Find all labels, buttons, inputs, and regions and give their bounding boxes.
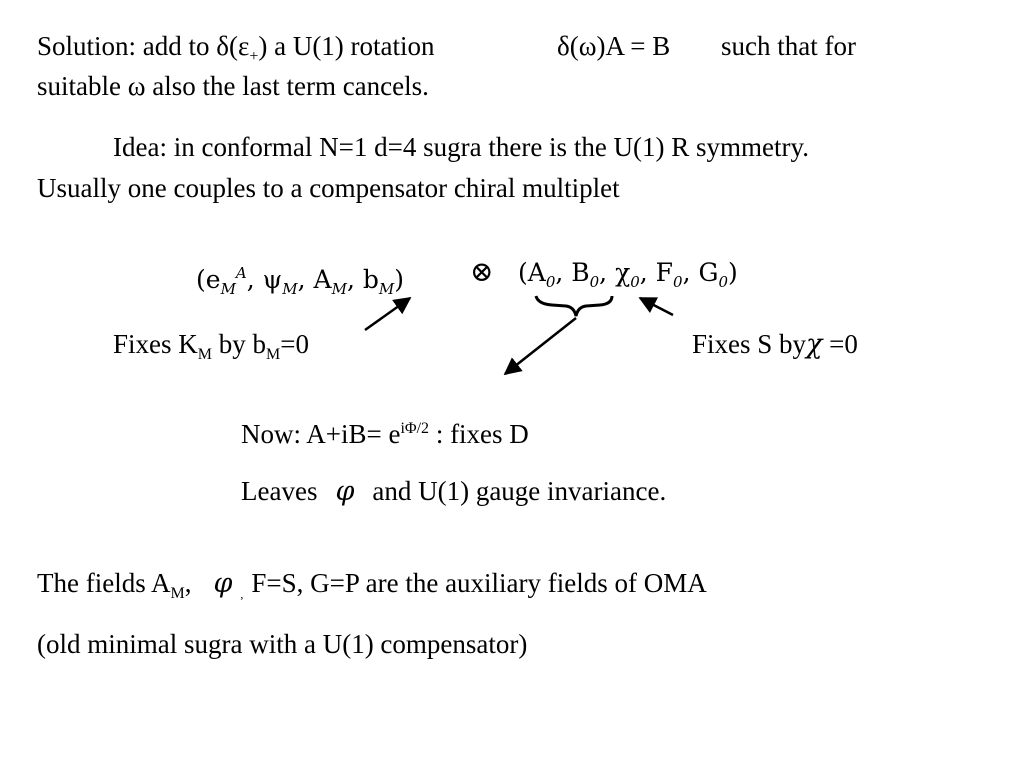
chiral-f: , F [639, 258, 674, 287]
solution-text-line2: suitable ω also the last term cancels. [37, 71, 429, 101]
chiral-a-sub: 0 [545, 273, 556, 291]
closing-line [37, 628, 527, 660]
chiral-a: (A [518, 258, 546, 287]
fixes-k-text: Fixes K [113, 329, 198, 359]
fields-a-sub: M [170, 585, 185, 602]
weyl-e-sup: A [235, 264, 247, 282]
leaves-phi: φ [335, 476, 355, 507]
solution-text-b: ) a U(1) rotation [258, 31, 435, 61]
now-line [241, 413, 529, 450]
fixes-k-b-sub: M [266, 346, 281, 363]
solution-text-c: such that for [721, 31, 856, 61]
now-fixes-d: : fixes D [429, 419, 529, 449]
weyl-b-sub: M [378, 280, 395, 298]
idea-text: Idea: in conformal N=1 d=4 sugra there is the U(1) R symmetry. [113, 132, 810, 162]
weyl-psi: , ψ [246, 265, 283, 294]
arrow-from-brace [505, 318, 576, 374]
weyl-close: ) [394, 265, 404, 294]
weyl-e-sub: M [220, 280, 236, 298]
weyl-a-sub: M [331, 280, 347, 298]
rotation-formula-text: δ(ω)A = B [557, 31, 671, 61]
weyl-psi-sub: M [282, 280, 298, 298]
chiral-g-sub: 0 [718, 273, 728, 291]
fields-phi: φ [213, 568, 233, 599]
compensator-text: Usually one couples to a compensator chiral multiplet [37, 173, 620, 203]
weyl-b: , b [346, 265, 379, 294]
arrow-to-bm [365, 298, 410, 330]
leaves-line [241, 475, 666, 508]
solution-text-a: Solution: add to δ(ε [37, 31, 250, 61]
fixes-s-text: Fixes S by [692, 329, 807, 359]
fields-line [37, 567, 707, 610]
otimes-icon: ⊗ [470, 255, 494, 288]
chiral-b-sub: 0 [589, 273, 600, 291]
fixes-k-by: by b [212, 329, 266, 359]
leaves-text: Leaves [241, 476, 318, 506]
fields-comma: , [184, 568, 192, 598]
epsilon-subscript: + [249, 48, 259, 65]
curly-brace [536, 296, 612, 316]
weyl-e: (e [196, 265, 221, 294]
chiral-b: , B [555, 258, 590, 287]
chiral-f-sub: 0 [673, 273, 683, 291]
fixes-s-label [692, 328, 858, 361]
chiral-close: ) [727, 258, 738, 287]
weyl-a: , A [297, 265, 332, 294]
fixes-k-eq: =0 [280, 329, 309, 359]
fixes-s-chi: χ [806, 329, 823, 360]
arrow-to-chi [640, 298, 673, 315]
closing-text: (old minimal sugra with a U(1) compensator) [37, 629, 528, 659]
fields-auxiliary-text: F=S, G=P are the auxiliary fields of OMA [251, 568, 707, 598]
chiral-chi: , χ [599, 258, 631, 287]
fixes-k-sub: M [197, 346, 212, 363]
fields-text: The fields A [37, 568, 171, 598]
leaves-gauge-text: and U(1) gauge invariance. [372, 476, 667, 506]
fixes-s-eq: =0 [822, 329, 858, 359]
fixes-k-label [113, 328, 309, 371]
now-text: Now: A+iB= e [241, 419, 401, 449]
now-exponent: iΦ/2 [400, 420, 430, 437]
fields-small-comma: , [240, 587, 244, 601]
chiral-g: , G [682, 258, 719, 287]
chiral-chi-sub: 0 [630, 273, 640, 291]
